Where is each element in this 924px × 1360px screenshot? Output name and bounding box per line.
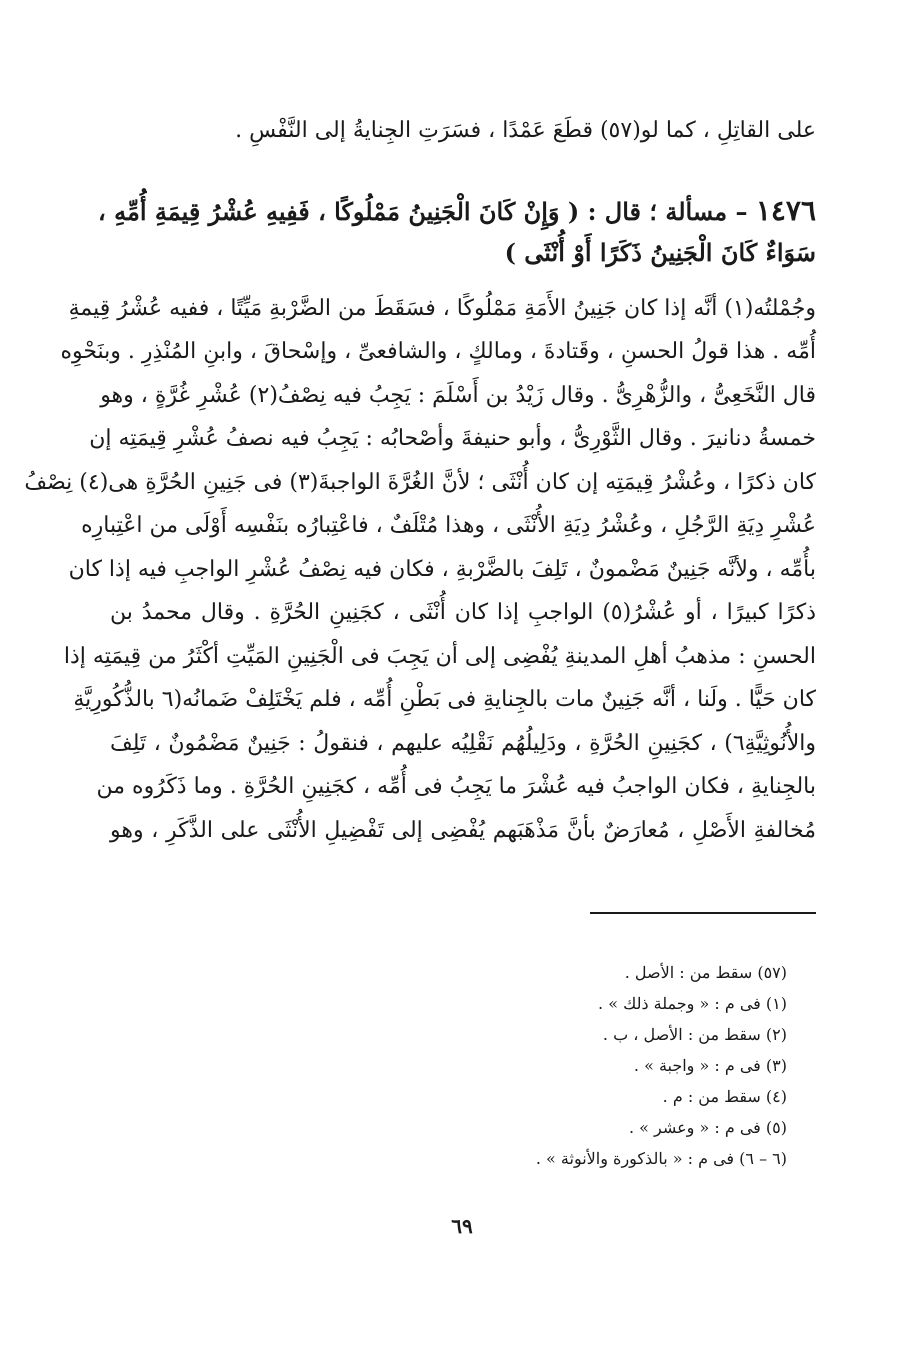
- body-line: والأُنُوثِيَّةِ٦) ، كجَنِينِ الحُرَّةِ ، ودَلِيلُهُم نَقْلِيُه عليهم ، فنقولُ : جَنِينٌ مَضْمُونٌ ، تَلِفَ: [110, 731, 816, 756]
- body-line: كان حَيًّا . ولَنا ، أنَّه جَنِينٌ مات بالجِنايةِ فى بَطْنِ أُمِّه ، فلم يَخْتَلِفْ ضَمانُه(٦ بالذُّكُورِيَّةِ: [73, 687, 816, 712]
- intro-line: على القاتِلِ ، كما لو(٥٧) قطَعَ عَمْدًا ، فسَرَتِ الجِنايةُ إلى النَّفْسِ .: [235, 118, 816, 143]
- body-line: عُشْرِ دِيَةِ الرَّجُلِ ، وعُشْرُ دِيَةِ الأُنْثَى ، وهذا مُتْلَفٌ ، فاعْتِبارُه بنَفْسِه أَوْلَى من اعْتِبارِه: [81, 513, 816, 538]
- body-line: أُمِّه . هذا قولُ الحسنِ ، وقَتادةَ ، ومالكٍ ، والشافعىِّ ، وإسْحاقَ ، وابنِ المُنْذِرِ . وبنَحْوِه: [60, 339, 816, 364]
- body-line: الحسنِ : مذهبُ أهلِ المدينةِ يُفْضِى إلى أن يَجِبَ فى الْجَنِينِ المَيِّتِ أكْثَرُ من قِيمَتِه إذا: [63, 644, 816, 669]
- body-line: بأُمِّه ، ولأنَّه جَنِينٌ مَضْمونٌ ، تَلِفَ بالضَّرْبةِ ، فكان فيه نِصْفُ عُشْرِ الواجبِ فيه إذا كان: [68, 557, 816, 582]
- footnote-separator: [590, 912, 816, 914]
- body-line: ذكرًا كبيرًا ، أو عُشْرُ(٥) الواجبِ إذا كان أُنْثَى ، كجَنِينِ الحُرَّةِ . وقال محمدُ بن: [110, 600, 816, 625]
- issue-heading-line2: سَوَاءٌ كَانَ الْجَنِينُ ذَكَرًا أَوْ أُنْثَى ): [504, 238, 816, 267]
- footnote: (١) فى م : « وجملة ذلك » .: [598, 994, 787, 1013]
- footnote: (٥٧) سقط من : الأصل .: [624, 963, 787, 982]
- page-number: ٦٩: [451, 1214, 473, 1238]
- issue-number: ١٤٧٦: [755, 194, 816, 227]
- footnote: (٣) فى م : « واجبة » .: [633, 1056, 787, 1075]
- body-line: مُخالفةِ الأَصْلِ ، مُعارَضٌ بأنَّ مَذْهَبَهم يُفْضِى إلى تَفْضِيلِ الأُنْثَى على الذَّكَرِ ، وهو: [110, 818, 816, 843]
- body-line: خمسةُ دنانيرَ . وقال الثَّوْرِىُّ ، وأبو حنيفةَ وأصْحابُه : يَجِبُ فيه نصفُ عُشْرِ قِيمَتِه إن: [89, 426, 816, 451]
- footnote: (٥) فى م : « وعشر » .: [628, 1118, 787, 1137]
- issue-heading-line1: – مسألة ؛ قال : ( وَإِنْ كَانَ الْجَنِينُ مَمْلُوكًا ، فَفِيهِ عُشْرُ قِيمَةِ أُمِّهِ ،: [98, 197, 748, 226]
- footnote: (٤) سقط من : م .: [662, 1087, 787, 1106]
- footnote: (٦ – ٦) فى م : « بالذكورة والأنوثة » .: [535, 1149, 787, 1168]
- body-line: بالجِنايةِ ، فكان الواجبُ فيه عُشْرَ ما يَجِبُ فى أُمِّه ، كجَنِينِ الحُرَّةِ . وما ذَكَرُوه من: [96, 774, 816, 799]
- body-line: قال النَّخَعِىُّ ، والزُّهْرِىُّ . وقال زَيْدُ بن أَسْلَمَ : يَجِبُ فيه نِصْفُ(٢) عُشْرِ غُرَّةٍ ، وهو: [100, 383, 816, 408]
- body-line: كان ذكرًا ، وعُشْرُ قِيمَتِه إن كان أُنْثَى ؛ لأنَّ الغُرَّةَ الواجبةَ(٣) فى جَنِينِ الحُرَّةِ هى(٤) نِصْفُ: [24, 470, 816, 495]
- body-line: وجُمْلتُه(١) أنَّه إذا كان جَنِينُ الأَمَةِ مَمْلُوكًا ، فسَقَطَ من الضَّرْبةِ مَيِّتًا ، ففيه عُشْرُ قِيمةِ: [68, 296, 816, 321]
- issue-heading: [98, 192, 816, 231]
- footnote: (٢) سقط من : الأصل ، ب .: [602, 1025, 787, 1044]
